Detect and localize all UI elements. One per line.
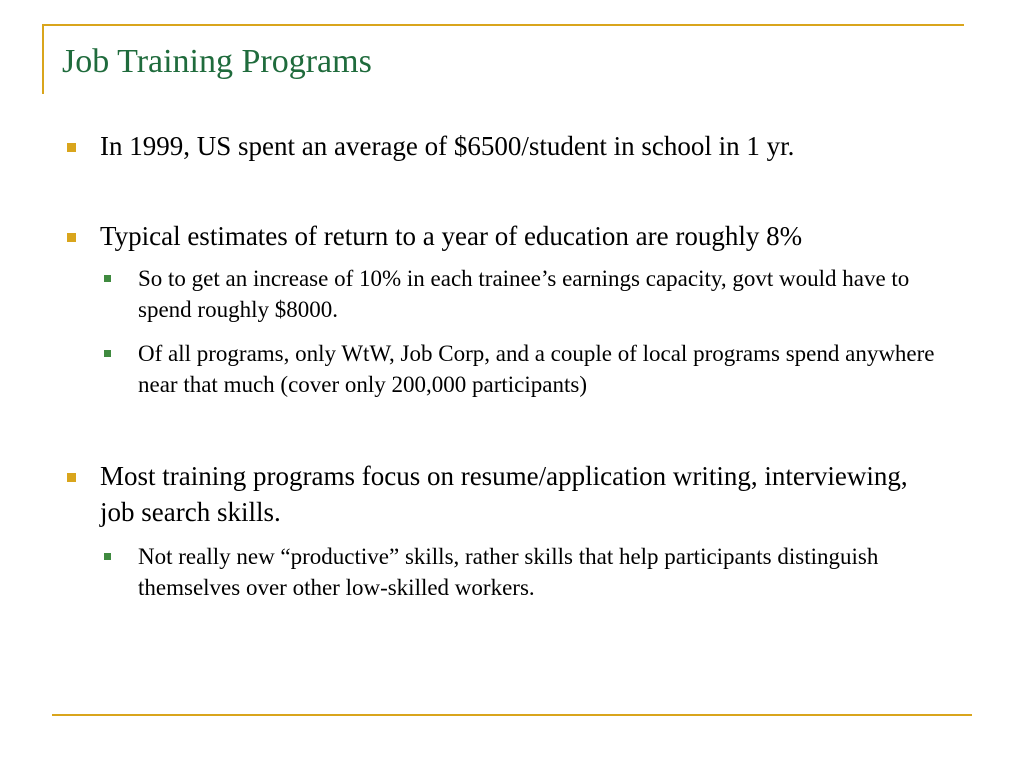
sub-bullet-square-icon [104, 275, 111, 282]
sub-bullet-text: Of all programs, only WtW, Job Corp, and a couple of local programs spend anywhere near that much (cover only 200,000 participants) [138, 341, 935, 397]
sub-bullet-text: Not really new “productive” skills, rather skills that help participants distinguish themselves over other low-skilled workers. [138, 544, 879, 600]
bullet-square-icon [67, 473, 76, 482]
bullet-square-icon [67, 233, 76, 242]
left-border-line [42, 24, 44, 94]
bullet-text: Typical estimates of return to a year of education are roughly 8% [100, 221, 803, 251]
top-border-line [42, 24, 964, 26]
sub-bullet-square-icon [104, 350, 111, 357]
sub-bullet-text: So to get an increase of 10% in each trainee’s earnings capacity, govt would have to spend roughly $8000. [138, 266, 910, 322]
bullet-square-icon [67, 143, 76, 152]
slide-title: Job Training Programs [62, 43, 372, 80]
bullet-text: Most training programs focus on resume/application writing, interviewing, job search skills. [100, 461, 908, 527]
bullet-text: In 1999, US spent an average of $6500/student in school in 1 yr. [100, 131, 795, 161]
sub-bullet-square-icon [104, 553, 111, 560]
bottom-border-line [52, 714, 972, 716]
